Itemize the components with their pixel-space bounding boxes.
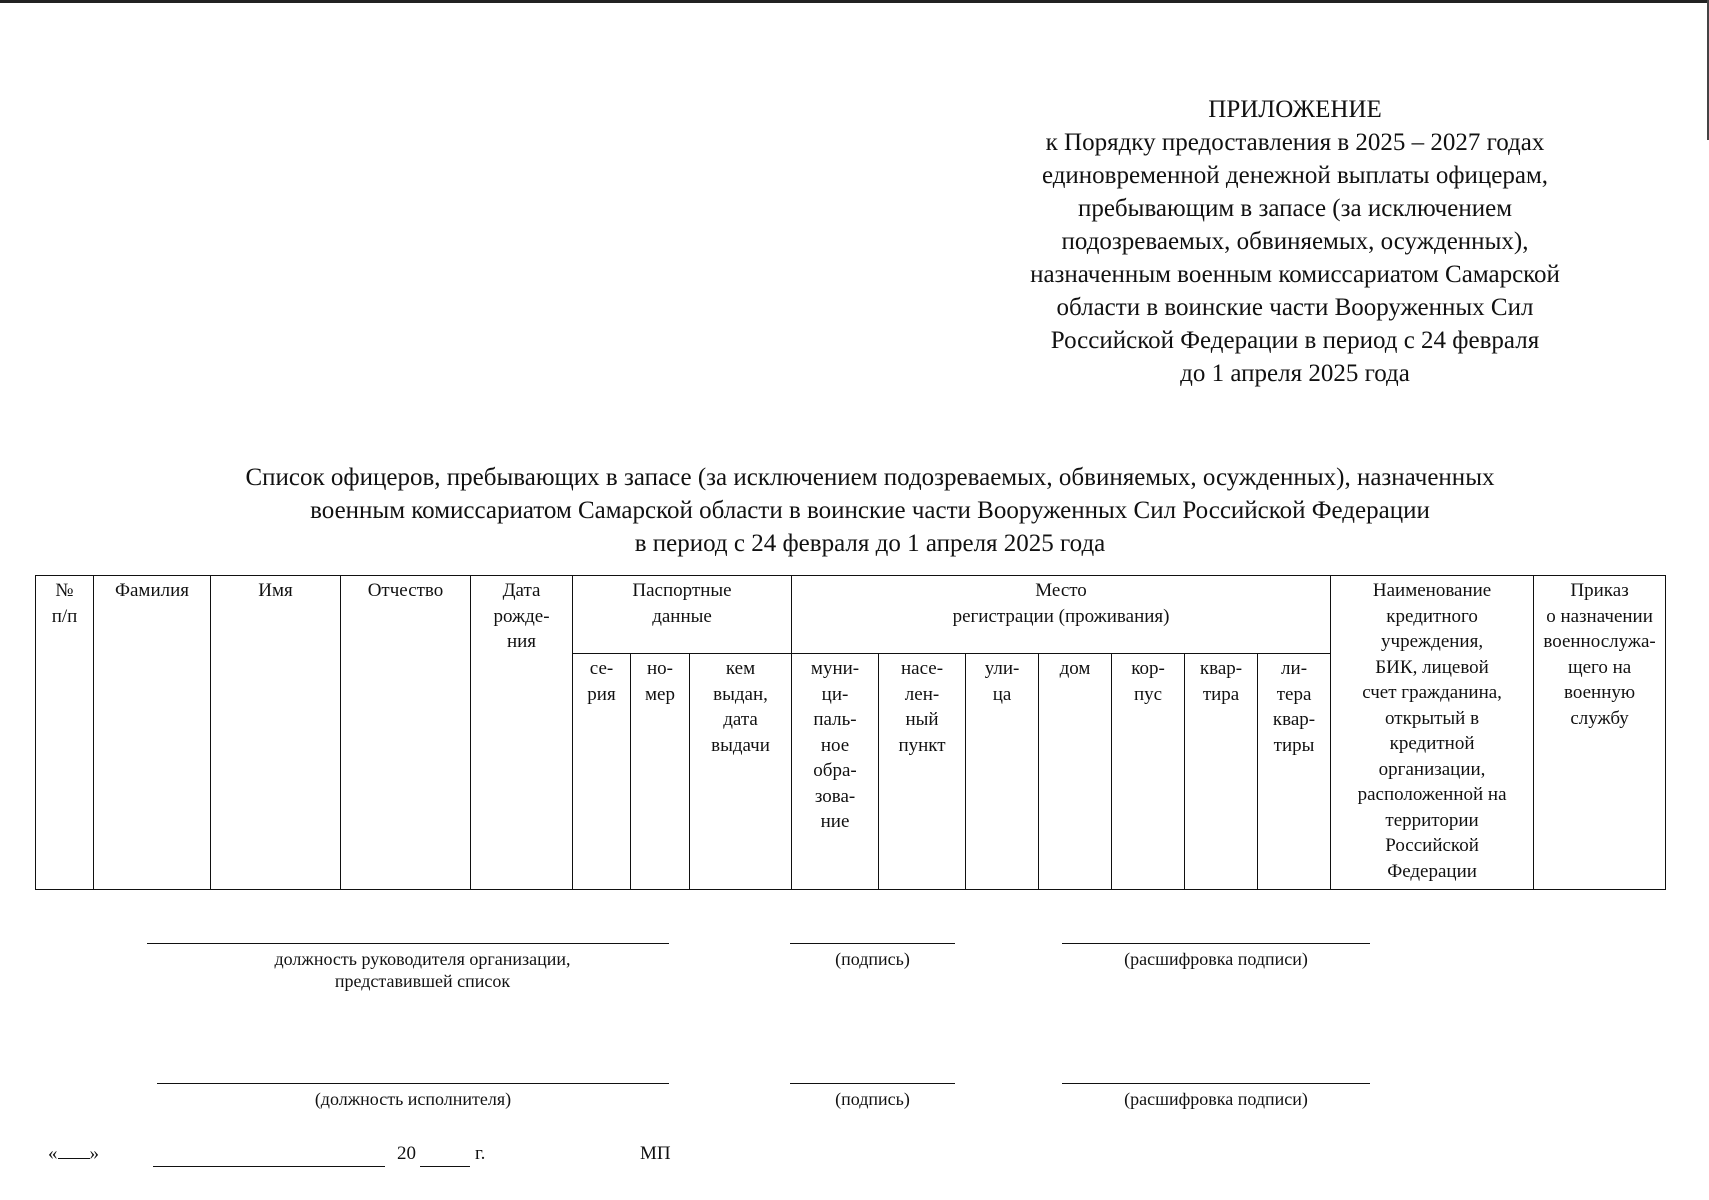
header-municipality: муни- ци- паль- ное обра- зова- ние (792, 654, 879, 890)
header-name: Имя (211, 576, 341, 890)
header-passport-issued: кем выдан, дата выдачи (690, 654, 792, 890)
list-title-line: военным комиссариатом Самарской области в воинские части Вооруженных Сил Российской Федерации (310, 497, 1430, 524)
appendix-title: ПРИЛОЖЕНИЕ (1208, 96, 1382, 123)
header-building: кор- пус (1112, 654, 1185, 890)
appendix-line: назначенным военным комиссариатом Самарской (1030, 261, 1560, 288)
header-house: дом (1039, 654, 1112, 890)
head-position-caption: должность руководителя организации, представившей список (274, 949, 571, 991)
decoding2-line (1062, 1083, 1370, 1084)
month-blank (153, 1166, 385, 1167)
header-apartment: квар- тира (1185, 654, 1258, 890)
stamp-placeholder: МП (640, 1143, 671, 1164)
list-title-line: Список офицеров, пребывающих в запасе (за исключением подозреваемых, обвиняемых, осужденных), назначенных (245, 464, 1495, 491)
date-row (48, 1143, 99, 1165)
year-suffix: г. (475, 1143, 486, 1164)
year-blank (420, 1166, 470, 1167)
header-birth-date: Дата рожде- ния (471, 576, 573, 890)
appendix-line: Российской Федерации в период с 24 февраля (1050, 327, 1540, 354)
list-title-line: в период с 24 февраля до 1 апреля 2025 года (634, 530, 1106, 557)
header-passport-number: но- мер (631, 654, 690, 890)
head-position-line (147, 943, 669, 944)
header-apartment-letter: ли- тера квар- тиры (1258, 654, 1331, 890)
decoding-caption: (расшифровка подписи) (1124, 949, 1308, 969)
signature2-caption: (подпись) (835, 1089, 910, 1109)
day-blank (58, 1158, 90, 1159)
day-open-quote: « (48, 1143, 58, 1164)
signature2-line (790, 1083, 955, 1084)
header-patronymic: Отчество (341, 576, 471, 890)
header-service-order: Приказ о назначении военнослужа- щего на военную службу (1534, 576, 1666, 890)
appendix-line: до 1 апреля 2025 года (1180, 360, 1410, 387)
header-registration: Место регистрации (проживания) (792, 576, 1331, 654)
appendix-heading (985, 93, 1605, 390)
header-passport: Паспортные данные (573, 576, 792, 654)
header-surname: Фамилия (94, 576, 211, 890)
list-title (150, 461, 1590, 560)
appendix-line: единовременной денежной выплаты офицерам, (1041, 162, 1549, 189)
decoding-line (1062, 943, 1370, 944)
signature-caption: (подпись) (835, 949, 910, 969)
appendix-line: пребывающим в запасе (за исключением (1077, 195, 1513, 222)
executor-position-line (157, 1083, 669, 1084)
signature-line (790, 943, 955, 944)
header-bank-details: Наименование кредитного учреждения, БИК, лицевой счет гражданина, открытый в кредитной организации, расположенной на территории Российской Федерации (1331, 576, 1534, 890)
header-number: № п/п (36, 576, 94, 890)
executor-position-caption: (должность исполнителя) (314, 1089, 512, 1109)
header-locality: насе- лен- ный пункт (879, 654, 966, 890)
decoding2-caption: (расшифровка подписи) (1124, 1089, 1308, 1109)
officers-table (35, 575, 1666, 890)
appendix-line: области в воинские части Вооруженных Сил (1056, 294, 1534, 321)
page-top-edge (0, 0, 1709, 3)
day-close-quote: » (89, 1143, 99, 1164)
year-prefix: 20 (397, 1143, 416, 1164)
appendix-line: к Порядку предоставления в 2025 – 2027 годах (1045, 129, 1545, 156)
header-street: ули- ца (966, 654, 1039, 890)
header-passport-series: се- рия (573, 654, 631, 890)
appendix-line: подозреваемых, обвиняемых, осужденных), (1061, 228, 1529, 255)
